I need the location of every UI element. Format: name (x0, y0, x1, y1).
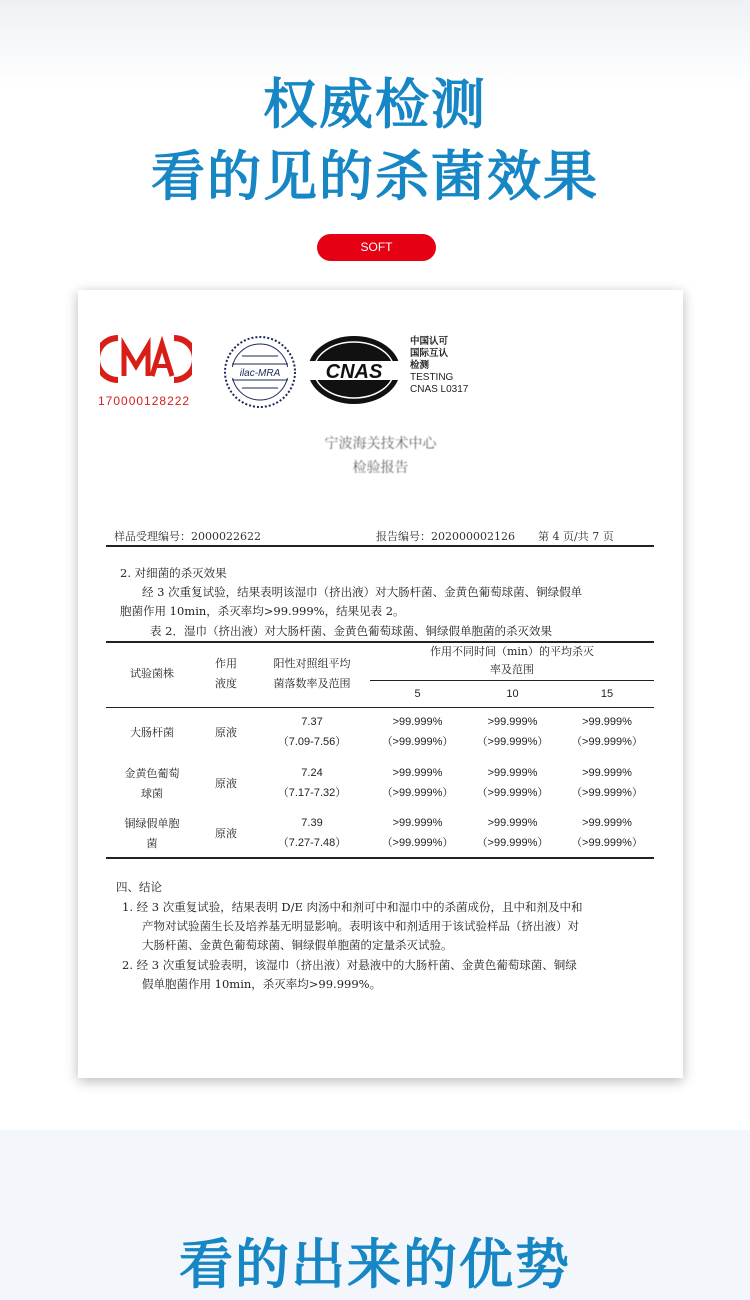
row-strain: 大肠杆菌 (130, 726, 174, 739)
header-t10: 10 (506, 688, 519, 700)
header-control: 阳性对照组平均 (273, 657, 351, 670)
header-time: 作用不同时间（min）的平均杀灭 (429, 645, 595, 658)
test-report-document (78, 290, 683, 1078)
row-range-10: （>99.999%） (476, 837, 549, 849)
row-control-range: （7.17-7.32） (277, 787, 347, 799)
row-strain: 菌 (146, 837, 158, 850)
row-range-10: （>99.999%） (476, 736, 549, 748)
section-line: 经 3 次重复试验，结果表明该湿巾（挤出液）对大肠杆菌、金黄色葡萄球菌、铜绿假单 (142, 585, 583, 599)
conclusion-line: 1. 经 3 次重复试验，结果表明 D/E 肉汤中和剂可中和湿巾中的杀菌成份，且中和剂及中和 (122, 900, 583, 914)
row-liquid: 原液 (215, 827, 237, 840)
row-range-5: （>99.999%） (381, 787, 454, 799)
row-value-10: >99.999% (487, 817, 538, 829)
header-time: 率及范围 (490, 663, 534, 676)
soft-badge: SOFT (317, 234, 436, 261)
page-indicator: 第 4 页/共 7 页 (538, 530, 614, 543)
cma-number: 170000128222 (98, 394, 191, 408)
table-bottom-border (106, 857, 654, 859)
cma-logo-icon (100, 334, 192, 384)
table-caption: 表 2．湿巾（挤出液）对大肠杆菌、金黄色葡萄球菌、铜绿假单胞菌的杀灭效果 (150, 624, 552, 638)
cnas-line: TESTING (410, 372, 454, 383)
row-value-5: >99.999% (392, 767, 443, 779)
row-value-5: >99.999% (392, 817, 443, 829)
footer-headline: 看的出来的优势 (179, 1233, 571, 1296)
header-liquid: 液度 (215, 677, 237, 690)
conclusion-line: 大肠杆菌、金黄色葡萄球菌、铜绿假单胞菌的定量杀灭试验。 (142, 938, 453, 952)
row-control: 7.37 (301, 716, 323, 728)
row-value-15: >99.999% (582, 817, 632, 829)
svg-text:CNAS: CNAS (325, 361, 383, 383)
row-value-10: >99.999% (487, 716, 538, 728)
cnas-line: 中国认可 (410, 336, 449, 347)
row-control-range: （7.09-7.56） (277, 736, 347, 748)
org-name: 宁波海关技术中心 (324, 436, 437, 452)
row-value-10: >99.999% (487, 767, 538, 779)
headline-secondary: 看的见的杀菌效果 (151, 145, 599, 208)
row-strain: 球菌 (141, 787, 163, 800)
section-line: 胞菌作用 10min，杀灭率均>99.999%，结果见表 2。 (120, 604, 405, 618)
ilac-mra-logo-icon (222, 334, 298, 410)
row-value-5: >99.999% (392, 716, 443, 728)
table-header-bottom (106, 707, 654, 708)
cnas-line: 检测 (410, 360, 430, 371)
conclusion-line: 产物对试验菌生长及培养基无明显影响。表明该中和剂适用于该试验样品（挤出液）对 (142, 919, 579, 933)
row-control: 7.39 (301, 817, 323, 829)
cnas-accreditation-text (410, 336, 468, 396)
report-type: 检验报告 (352, 460, 409, 476)
row-range-15: （>99.999%） (571, 787, 643, 799)
header-t5: 5 (414, 688, 421, 700)
cnas-line: 国际互认 (410, 348, 449, 359)
svg-text:ilac-MRA: ilac-MRA (239, 368, 281, 379)
row-control-range: （7.27-7.48） (277, 837, 347, 849)
headline-primary: 权威检测 (263, 73, 487, 136)
row-range-10: （>99.999%） (476, 787, 549, 799)
conclusion-line: 2. 经 3 次重复试验表明，该湿巾（挤出液）对悬液中的大肠杆菌、金黄色葡萄球菌、铜绿 (122, 958, 577, 972)
sample-number: 样品受理编号：2000022622 (114, 530, 261, 543)
header-divider (106, 545, 654, 547)
row-range-15: （>99.999%） (571, 837, 643, 849)
row-liquid: 原液 (215, 726, 237, 739)
conclusion-line: 假单胞菌作用 10min，杀灭率均>99.999%。 (142, 977, 382, 991)
table-subheader-line (370, 680, 654, 681)
row-liquid: 原液 (215, 777, 237, 790)
row-value-15: >99.999% (582, 716, 632, 728)
section-title: 2. 对细菌的杀灭效果 (120, 566, 227, 580)
row-strain: 金黄色葡萄 (124, 767, 180, 780)
row-value-15: >99.999% (582, 767, 632, 779)
header-strain: 试验菌株 (130, 667, 174, 680)
row-control: 7.24 (301, 767, 323, 779)
header-t15: 15 (600, 688, 614, 700)
row-range-15: （>99.999%） (571, 736, 643, 748)
header-control: 菌落数率及范围 (273, 677, 351, 690)
row-range-5: （>99.999%） (381, 736, 454, 748)
row-range-5: （>99.999%） (381, 837, 454, 849)
conclusion-title: 四、结论 (116, 880, 162, 894)
row-strain: 铜绿假单胞 (124, 817, 180, 830)
report-number: 报告编号：202000002126 (376, 530, 515, 543)
header-liquid: 作用 (215, 657, 237, 670)
cnas-logo-icon (306, 334, 402, 406)
cnas-line: CNAS L0317 (410, 384, 469, 395)
